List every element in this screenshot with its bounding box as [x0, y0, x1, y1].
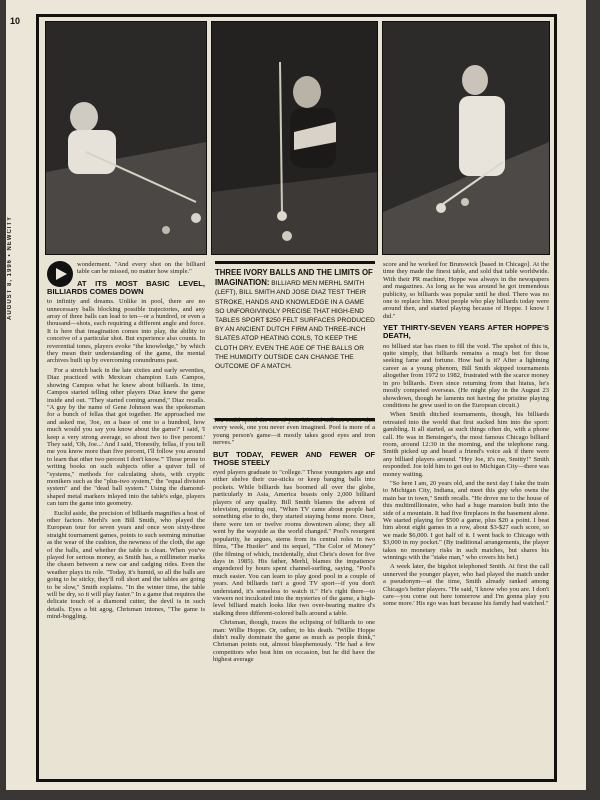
paragraph: eyed players graduate to "college." Those youngsters age and either shelve their cue-sticks or keep banging balls into pockets. While billiards has boomed all over the globe, particularly in Asia, America boasts only 2,000 billiard players of any quality. Bill Smith blames the advent of television, pointing out, "When TV came about people had something else to do, they started staying home more. Once, there were ten or twelve rooms downtown alone; they all went by the wayside as the world changed." Pool's resurgent popularity, he argues, stems from its central roles in two films, "The Hustler" and its sequel, "The Color of Money" (the filming of which, incidentally, shut Chris's down for five days in 1985). His father, Merhl, blames the impatience engendered by hours spent channel-surfing, saying, "Pool's much easier. You can learn to play good pool in a couple of years. And billiards isn't a good TV sport—if you don't understand, it's senseless to watch it." He's right there—to viewers not inculcated into the mysteries of the game, a high-level billiard match looks like two over-bearing maitre d's stalking three different-colored balls around a table. — [213, 469, 375, 617]
masthead-date: AUGUST 8, 1996 • NEWCITY — [7, 215, 13, 320]
billiards-photo-2 — [212, 22, 377, 254]
subhead-basic-level: AT ITS MOST BASIC LEVEL, BILLIARDS COMES DOWN — [47, 278, 205, 297]
continue-arrow-icon — [47, 261, 73, 287]
photo-player-right — [382, 21, 550, 255]
billiards-photo-3 — [383, 22, 549, 254]
paragraph: "So here I am, 20 years old, and the next day I take the train to Michigan City, Indiana, and meet this guy who owns the main bar in town," Smith recalls. "He drove me to the house of this multimillionaire, who had a huge mansion built into the side of a mountain. It had five fireplaces in the basement alone. We started playing for $500 a game, plus $20 a point. I beat him about eight games in a row, about $3-$27 each score, so we made $6,000. I got half of it. I went back to Chicago with $3,000 in my pocket." (By traditional arrangements, the player takes no monetary risks in such matches, but shares his winnings with the "stake man," who covers his bet.) — [383, 479, 549, 562]
column-right — [383, 261, 549, 773]
paragraph: score and he worked for Brunswick [based in Chicago]. At the time they made the finest table, and sold that table worldwide. With their PR machine, Hoppe was always in the newspapers and magazines. As long as he was around he got tremendous publicity, so billiards was popular until he died. There was no one to replace him. Most people who play billiards today were around then, and started playing because of Hoppe. I know I did." — [383, 261, 549, 320]
column-left — [47, 261, 205, 773]
paragraph: A week later, the bigshot telephoned Smith. At first the call unnerved the younger player, who had played the match under a pseudonym—at the time, Smith already ranked among Chicago's better players. "He said, 'I know who you are. I don't care—you come out here tomorrow and I'm gonna play you some more.' His ego was hurt because his family had watched." — [383, 563, 549, 608]
article-frame — [36, 14, 557, 782]
paragraph: no billiard star has risen to fill the void. The upshot of this is, quite simply, that billiards remains a mug's bet for those seeking fame and fortune. How bad is it? After a lightning career as a young phenom, Bill Smith skipped tournaments altogether from 1972 to 1982, frustrated with the scarce money in pro billiards. Even since returning from that hiatus, he's mostly competed overseas. (He might play in the August 23 showdown, though he laments not having the pristine playing conditions he grew used to on the European circuit.) — [383, 342, 549, 409]
photo-player-left — [45, 21, 207, 255]
column-center — [213, 417, 375, 773]
paragraph: Chrisman, though, traces the eclipsing of billiards to one man: Willie Hoppe. Or, rather, to his death. "Willie Hoppe didn't really dominate the game as much as people think," Chrisman points out, almost blasphemously. "He had a few competitors who beat him on occasion, but he did have the highest average — [213, 619, 375, 664]
subhead-hoppe-death: YET THIRTY-SEVEN YEARS AFTER HOPPE'S DEATH, — [383, 323, 549, 341]
paragraph: to infinity and dreams. Unlike in pool, there are no unnecessary balls blocking possible trajectories, and any array of three balls can lead to ten—or a hundred, or even a thousand—shots, each requiring a different angle and force. It is here that imagination comes into play, the ability to conceive of a particular shot. But experience also counts. In reverential tones, players evoke "the knowledge," by which they mean their understanding of the game, the mental archives built up by overcoming conundrums past. — [47, 298, 205, 365]
billiards-photo-1 — [46, 22, 206, 254]
subhead-fewer-players: BUT TODAY, FEWER AND FEWER OF THOSE STEELY — [213, 449, 375, 467]
caption-body: BILLIARD MEN MERHL SMITH (LEFT), BILL SMITH AND JOSE DIAZ TEST THEIR STROKE, HANDS AND KNOWLEDGE IN A GAME SO UNFORGIVINGLY PRECISE THAT HIGH-END TABLES SPORT $250 FELT SURFACES PRODUCED BY AN ANCIENT DUTCH FIRM AND THREE-INCH SLATES ATOP HEATING COILS, TO KEEP THE CLOTH DRY. EVEN THE AGE OF THE BALLS OR THE HUMIDITY OUTSIDE CAN CHANGE THE OUTCOME OF A MATCH. — [215, 280, 375, 371]
lead-paragraph: wonderment. "And every shot on the billiard table can be missed, no matter how simple." — [77, 261, 205, 276]
newspaper-page — [6, 0, 586, 790]
paragraph: Euclid aside, the precision of billiards magnifies a host of other factors. Merhl's son Bill Smith, who played the European tour for seven years and once won sixty-three straight tournament games, points to such seeming minutiae as the wear of the cushion, the newness of the cloth, the age of the balls, and whether the table is clean. When you've played for serious money, as Smith has, a millimeter marks the chasm between a new car and cadging rides. Even the weather plays its role. "Today, it's humid, so all the balls are going to be sticky, they'll roll short and the tables are going to be slow," Smith explains. "In the winter time, the table will be dry, so it will play faster." In a game that requires the delicate touch of a diamond cutter, the devil is in such details. Eyes a bit agog, Chrisman intones, "The game is mind-boggling. — [47, 509, 205, 621]
page-number: 10 — [10, 16, 21, 26]
paragraph: For a stretch back in the late sixties and early seventies, Diaz practiced with Mexican champion Luis Campos, showing Campos what he knew about billiards. In time, Campos started telling other players Diaz knew the game inside and out. "They started coming around," Diaz recalls. "A guy by the name of Gene Johnson was the spokesman for a bunch of fellas that got together. He approached me and asked me, 'Joe, on a base of one to a hundred, how much would you say you know about the game?' I said, 'I keep a very strong average, so about two to five percent.' They said, 'Oh, Joe...' And I said, 'Honestly, fellas, if you tell me you know more than five percent, I'll follow you around to learn that other two percent I don't know.'" Those prone to writing books on such subjects offer a quiver full of "systems," methods for calculating shots, with cryptic monikers such as the "plus-two system," the "equal division system" and the "dead ball system." Using the diamond-shaped metal markers inlayed into the table's edge, players can turn the game into geometry. — [47, 366, 205, 508]
photo-caption — [215, 261, 375, 421]
photo-player-center — [211, 21, 378, 255]
caption-title: THREE IVORY BALLS AND THE LIMITS OF IMAGINATION: — [215, 268, 373, 288]
paragraph: You could spend the rest of your life and still see a new shot every week, one you never even imagined. Pool is more of a young person's game—it mostly takes good eyes and iron nerves." — [213, 417, 375, 447]
paragraph: When Smith ditched tournaments, though, his billiards retreated into the world that first sucked him into the sport: gambling. It all started, as such things often do, with a phone call. He was in Bensinger's, the most famous Chicago billiard room, around 12:30 in the morning, and the telephone rang. Smith picked up and heard a friend's voice ask if there were any billiard players around. "Hey Joe, it's me, Smitty!" Smith responded. Joe told him to get out to Michigan City—there was money waiting. — [383, 411, 549, 478]
